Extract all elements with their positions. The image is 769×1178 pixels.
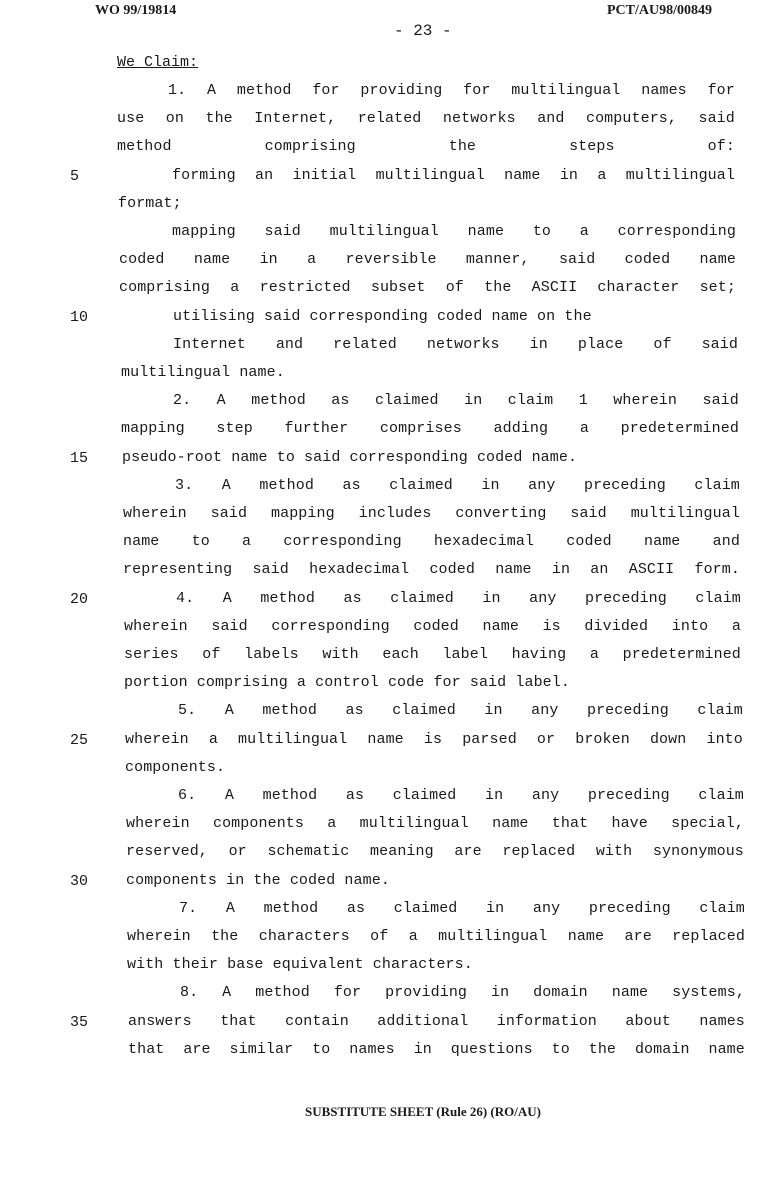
line-text: 8. A method for providing in domain name systems, [180,984,745,1001]
line-text: name to a corresponding hexadecimal coded name and [123,533,740,550]
text-line [0,731,769,759]
text-line [0,195,769,223]
line-text: wherein said corresponding coded name is divided into a [124,618,741,635]
line-number: 30 [70,873,89,890]
text-line [0,872,769,900]
line-number: 15 [70,450,89,467]
line-text: use on the Internet, related networks and computers, said [117,110,735,127]
text-line [0,702,769,730]
page-number: - 23 - [394,22,452,40]
line-text: series of labels with each label having a predetermined [124,646,741,663]
line-text: mapping said multilingual name to a corresponding [172,223,736,240]
application-number: PCT/AU98/00849 [607,3,712,18]
text-line [0,759,769,787]
line-text: 6. A method as claimed in any preceding claim [178,787,744,804]
line-text: components in the coded name. [126,872,390,889]
line-text: 5. A method as claimed in any preceding claim [178,702,743,719]
line-text: wherein said mapping includes converting said multilingual [123,505,740,522]
line-text: coded name in a reversible manner, said coded name [119,251,736,268]
line-text: 4. A method as claimed in any preceding claim [176,590,741,607]
line-text: wherein a multilingual name is parsed or broken down into [125,731,743,748]
text-line [0,1041,769,1069]
text-line [0,646,769,674]
publication-number: WO 99/19814 [95,3,177,18]
text-line [0,815,769,843]
text-line [0,590,769,618]
text-line [0,674,769,702]
line-text: wherein components a multilingual name that have special, [126,815,744,832]
text-line [0,279,769,307]
line-text: utilising said corresponding coded name on the [173,308,592,325]
line-text: wherein the characters of a multilingual name are replaced [127,928,745,945]
line-number: 35 [70,1014,89,1031]
line-text: answers that contain additional information about names [128,1013,745,1030]
text-line [0,392,769,420]
line-text: forming an initial multilingual name in a multilingual [172,167,735,184]
text-line [0,561,769,589]
line-text: 7. A method as claimed in any preceding claim [179,900,745,917]
text-line [0,167,769,195]
line-text: 3. A method as claimed in any preceding claim [175,477,740,494]
text-line [0,787,769,815]
line-text: mapping step further comprises adding a predetermined [121,420,739,437]
text-line [0,110,769,138]
line-text: with their base equivalent characters. [127,956,473,973]
line-text: format; [118,195,182,212]
text-line [0,928,769,956]
line-text: portion comprising a control code for said label. [124,674,570,691]
text-line [0,251,769,279]
text-line [0,533,769,561]
line-number: 10 [70,309,89,326]
text-line [0,364,769,392]
line-text: 2. A method as claimed in claim 1 wherein said [173,392,739,409]
line-text: comprising a restricted subset of the ASCII character set; [119,279,736,296]
text-line [0,956,769,984]
text-line [0,843,769,871]
line-text: multilingual name. [121,364,285,381]
line-text: method comprising the steps of: [117,138,735,155]
text-line [0,477,769,505]
line-text: Internet and related networks in place of said [173,336,738,353]
text-line [0,138,769,166]
line-text: 1. A method for providing for multilingual names for [168,82,735,99]
text-line [0,900,769,928]
line-number: 5 [70,168,80,185]
text-line [0,449,769,477]
text-line [0,420,769,448]
text-line [0,308,769,336]
text-line [0,618,769,646]
line-number: 20 [70,591,89,608]
footer-note: SUBSTITUTE SHEET (Rule 26) (RO/AU) [305,1104,541,1119]
text-line [0,984,769,1012]
text-line [0,505,769,533]
text-line [0,1013,769,1041]
line-text: that are similar to names in questions to the domain name [128,1041,745,1058]
line-text: components. [125,759,226,776]
line-text: representing said hexadecimal coded name in an ASCII form. [123,561,740,578]
claims-heading: We Claim: [117,54,199,71]
line-text: pseudo-root name to said corresponding coded name. [122,449,578,466]
text-line [0,336,769,364]
text-line [0,82,769,110]
line-text: reserved, or schematic meaning are replaced with synonymous [126,843,744,860]
text-line [0,223,769,251]
line-number: 25 [70,732,89,749]
